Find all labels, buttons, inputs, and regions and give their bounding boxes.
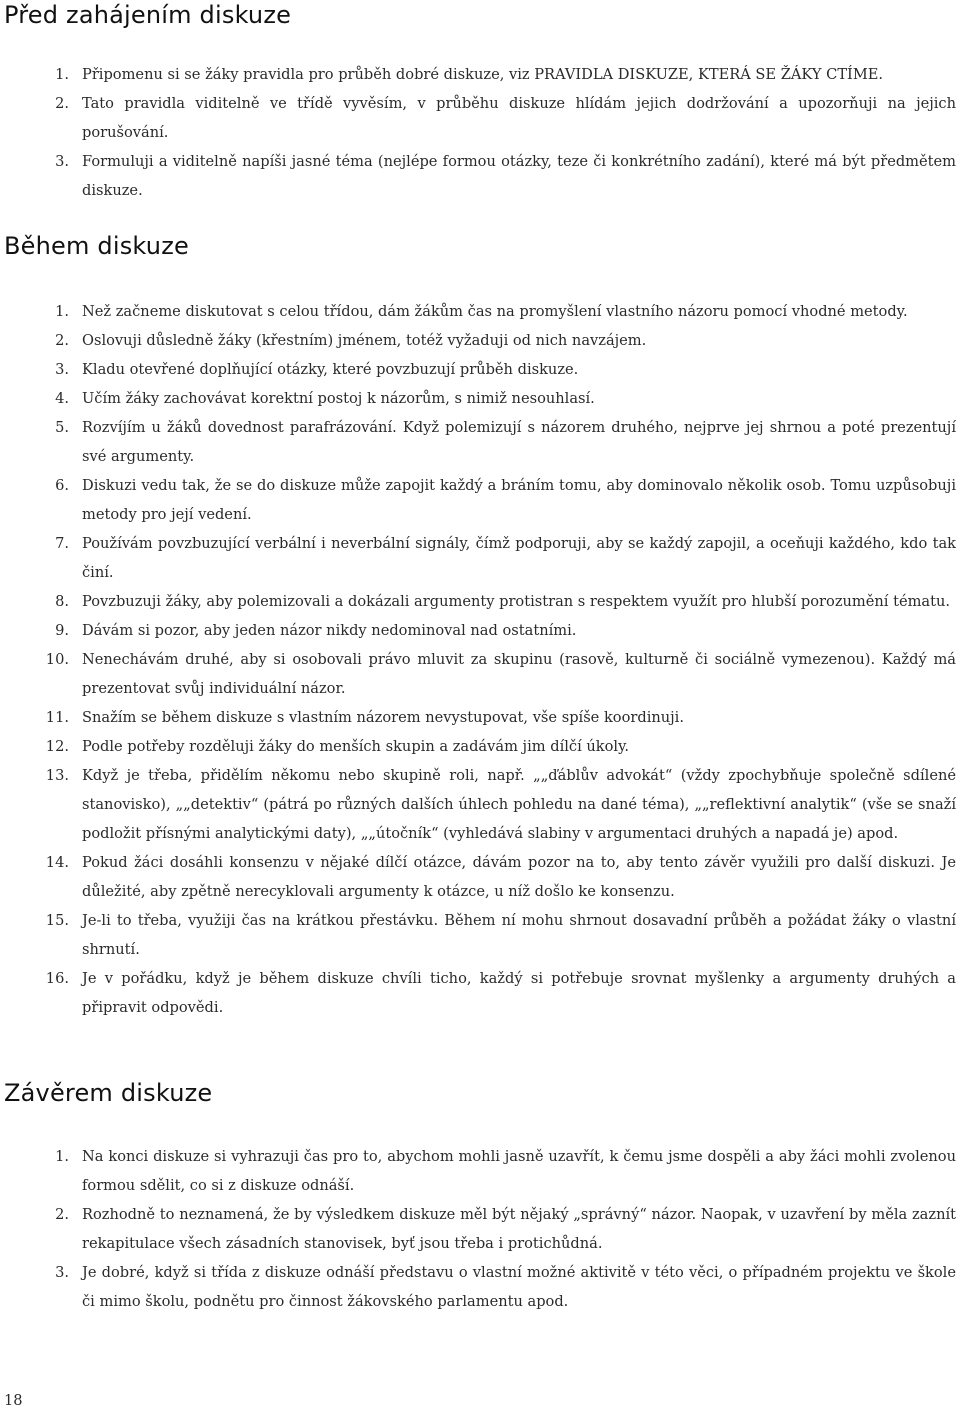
item-number: 11. — [45, 709, 69, 726]
item-number: 15. — [45, 912, 69, 929]
item-number: 5. — [55, 419, 69, 436]
list-item — [0, 703, 960, 732]
list-item — [0, 645, 960, 703]
item-number: 2. — [55, 332, 69, 349]
item-text: Připomenu si se žáky pravidla pro průběh dobré diskuze, viz PRAVIDLA DISKUZE, KTERÁ SE ŽÁKY CTÍME. — [82, 66, 884, 83]
list-item — [0, 906, 960, 964]
item-number: 3. — [55, 361, 69, 378]
item-number: 7. — [55, 535, 69, 552]
list-item — [0, 326, 960, 355]
item-text: Je v pořádku, když je během diskuze chvíli ticho, každý si potřebuje srovnat myšlenky a argumenty druhých a připravit odpovědi. — [82, 970, 956, 1016]
item-number: 6. — [55, 477, 69, 494]
item-number: 9. — [55, 622, 69, 639]
section-after-discussion — [0, 1078, 960, 1316]
item-number: 8. — [55, 593, 69, 610]
item-number: 4. — [55, 390, 69, 407]
section-during-discussion — [0, 231, 960, 1022]
section-heading: Před zahájením diskuze — [4, 1, 292, 29]
list-item — [0, 848, 960, 906]
list-item — [0, 384, 960, 413]
item-text: Podle potřeby rozděluji žáky do menších skupin a zadávám jim dílčí úkoly. — [82, 738, 630, 755]
list-item — [0, 964, 960, 1022]
section-before-discussion — [0, 0, 960, 205]
numbered-list — [0, 297, 960, 1022]
item-number: 1. — [55, 66, 69, 83]
item-text: Než začneme diskutovat s celou třídou, dám žákům čas na promyšlení vlastního názoru pomocí vhodné metody. — [82, 303, 908, 320]
list-item — [0, 297, 960, 326]
item-text: Je-li to třeba, využiji čas na krátkou přestávku. Během ní mohu shrnout dosavadní průběh a požádat žáky o vlastní shrnutí. — [82, 912, 956, 958]
item-number: 13. — [45, 767, 69, 784]
list-item — [0, 1258, 960, 1316]
list-item — [0, 355, 960, 384]
list-item — [0, 471, 960, 529]
list-item — [0, 761, 960, 848]
item-number: 14. — [45, 854, 69, 871]
item-text: Dávám si pozor, aby jeden názor nikdy nedominoval nad ostatními. — [82, 622, 577, 639]
item-text: Používám povzbuzující verbální i neverbální signály, čímž podporuji, aby se každý zapojil, a oceňuji každého, kdo tak činí. — [82, 535, 956, 581]
item-number: 1. — [55, 303, 69, 320]
list-item — [0, 413, 960, 471]
list-item — [0, 1142, 960, 1200]
item-number: 3. — [55, 1264, 69, 1281]
item-text: Pokud žáci dosáhli konsenzu v nějaké dílčí otázce, dávám pozor na to, aby tento závěr využili pro další diskuzi. Je důležité, aby zpětně nerecyklovali argumenty k otázce, u níž došlo ke konsenzu. — [82, 854, 956, 900]
list-item — [0, 60, 960, 89]
list-item — [0, 147, 960, 205]
item-text: Oslovuji důsledně žáky (křestním) jménem, totéž vyžaduji od nich navzájem. — [82, 332, 647, 349]
item-text: Diskuzi vedu tak, že se do diskuze může zapojit každý a bráním tomu, aby dominovalo několik osob. Tomu uzpůsobuji metody pro její vedení. — [82, 477, 956, 523]
item-number: 12. — [45, 738, 69, 755]
numbered-list — [0, 60, 960, 205]
item-number: 16. — [45, 970, 69, 987]
list-item — [0, 89, 960, 147]
section-heading: Závěrem diskuze — [4, 1079, 213, 1107]
item-text: Nenechávám druhé, aby si osobovali právo mluvit za skupinu (rasově, kulturně či sociálně vymezenou). Každý má prezentovat svůj individuální názor. — [82, 651, 956, 697]
item-number: 1. — [55, 1148, 69, 1165]
item-number: 3. — [55, 153, 69, 170]
item-text: Na konci diskuze si vyhrazuji čas pro to, abychom mohli jasně uzavřít, k čemu jsme dospěli a aby žáci mohli zvolenou formou sdělit, co si z diskuze odnáší. — [82, 1148, 956, 1194]
list-item — [0, 616, 960, 645]
list-item — [0, 529, 960, 587]
item-text: Kladu otevřené doplňující otázky, které povzbuzují průběh diskuze. — [82, 361, 579, 378]
item-text: Tato pravidla viditelně ve třídě vyvěsím, v průběhu diskuze hlídám jejich dodržování a upozorňuji na jejich porušování. — [82, 95, 956, 141]
item-text: Povzbuzuji žáky, aby polemizovali a dokázali argumenty protistran s respektem využít pro hlubší porozumění tématu. — [82, 593, 951, 610]
numbered-list — [0, 1142, 960, 1316]
item-text: Je dobré, když si třída z diskuze odnáší představu o vlastní možné aktivitě v této věci, o případném projektu ve škole či mimo školu, podnětu pro činnost žákovského parlamentu apod. — [82, 1264, 956, 1310]
item-text: Formuluji a viditelně napíši jasné téma (nejlépe formou otázky, teze či konkrétního zadání), které má být předmětem diskuze. — [82, 153, 956, 199]
item-number: 10. — [45, 651, 69, 668]
item-number: 2. — [55, 95, 69, 112]
item-text: Rozhodně to neznamená, že by výsledkem diskuze měl být nějaký „správný“ názor. Naopak, v uzavření by měla zaznít rekapitulace všech zásadních stanovisek, byť jsou třeba i protichůdná. — [82, 1206, 956, 1252]
list-item — [0, 587, 960, 616]
item-text: Učím žáky zachovávat korektní postoj k názorům, s nimiž nesouhlasí. — [82, 390, 595, 407]
list-item — [0, 732, 960, 761]
item-text: Snažím se během diskuze s vlastním názorem nevystupovat, vše spíše koordinuji. — [82, 709, 684, 726]
item-text: Rozvíjím u žáků dovednost parafrázování. Když polemizují s názorem druhého, nejprve jej shrnou a poté prezentují své argumenty. — [82, 419, 956, 465]
page-number: 18 — [4, 1392, 23, 1409]
item-number: 2. — [55, 1206, 69, 1223]
item-text: Když je třeba, přidělím někomu nebo skupině roli, např. „„ďáblův advokát“ (vždy zpochybňuje společně sdílené stanovisko), „„detektiv“ (pátrá po různých dalších úhlech pohledu na dané téma), „„reflektivní analytik“ (vše se snaží podložit přísnými analytickými daty), „„útočník“ (vyhledává slabiny v argumentaci druhých a napadá je) apod. — [82, 767, 956, 842]
section-heading: Během diskuze — [4, 232, 189, 260]
list-item — [0, 1200, 960, 1258]
